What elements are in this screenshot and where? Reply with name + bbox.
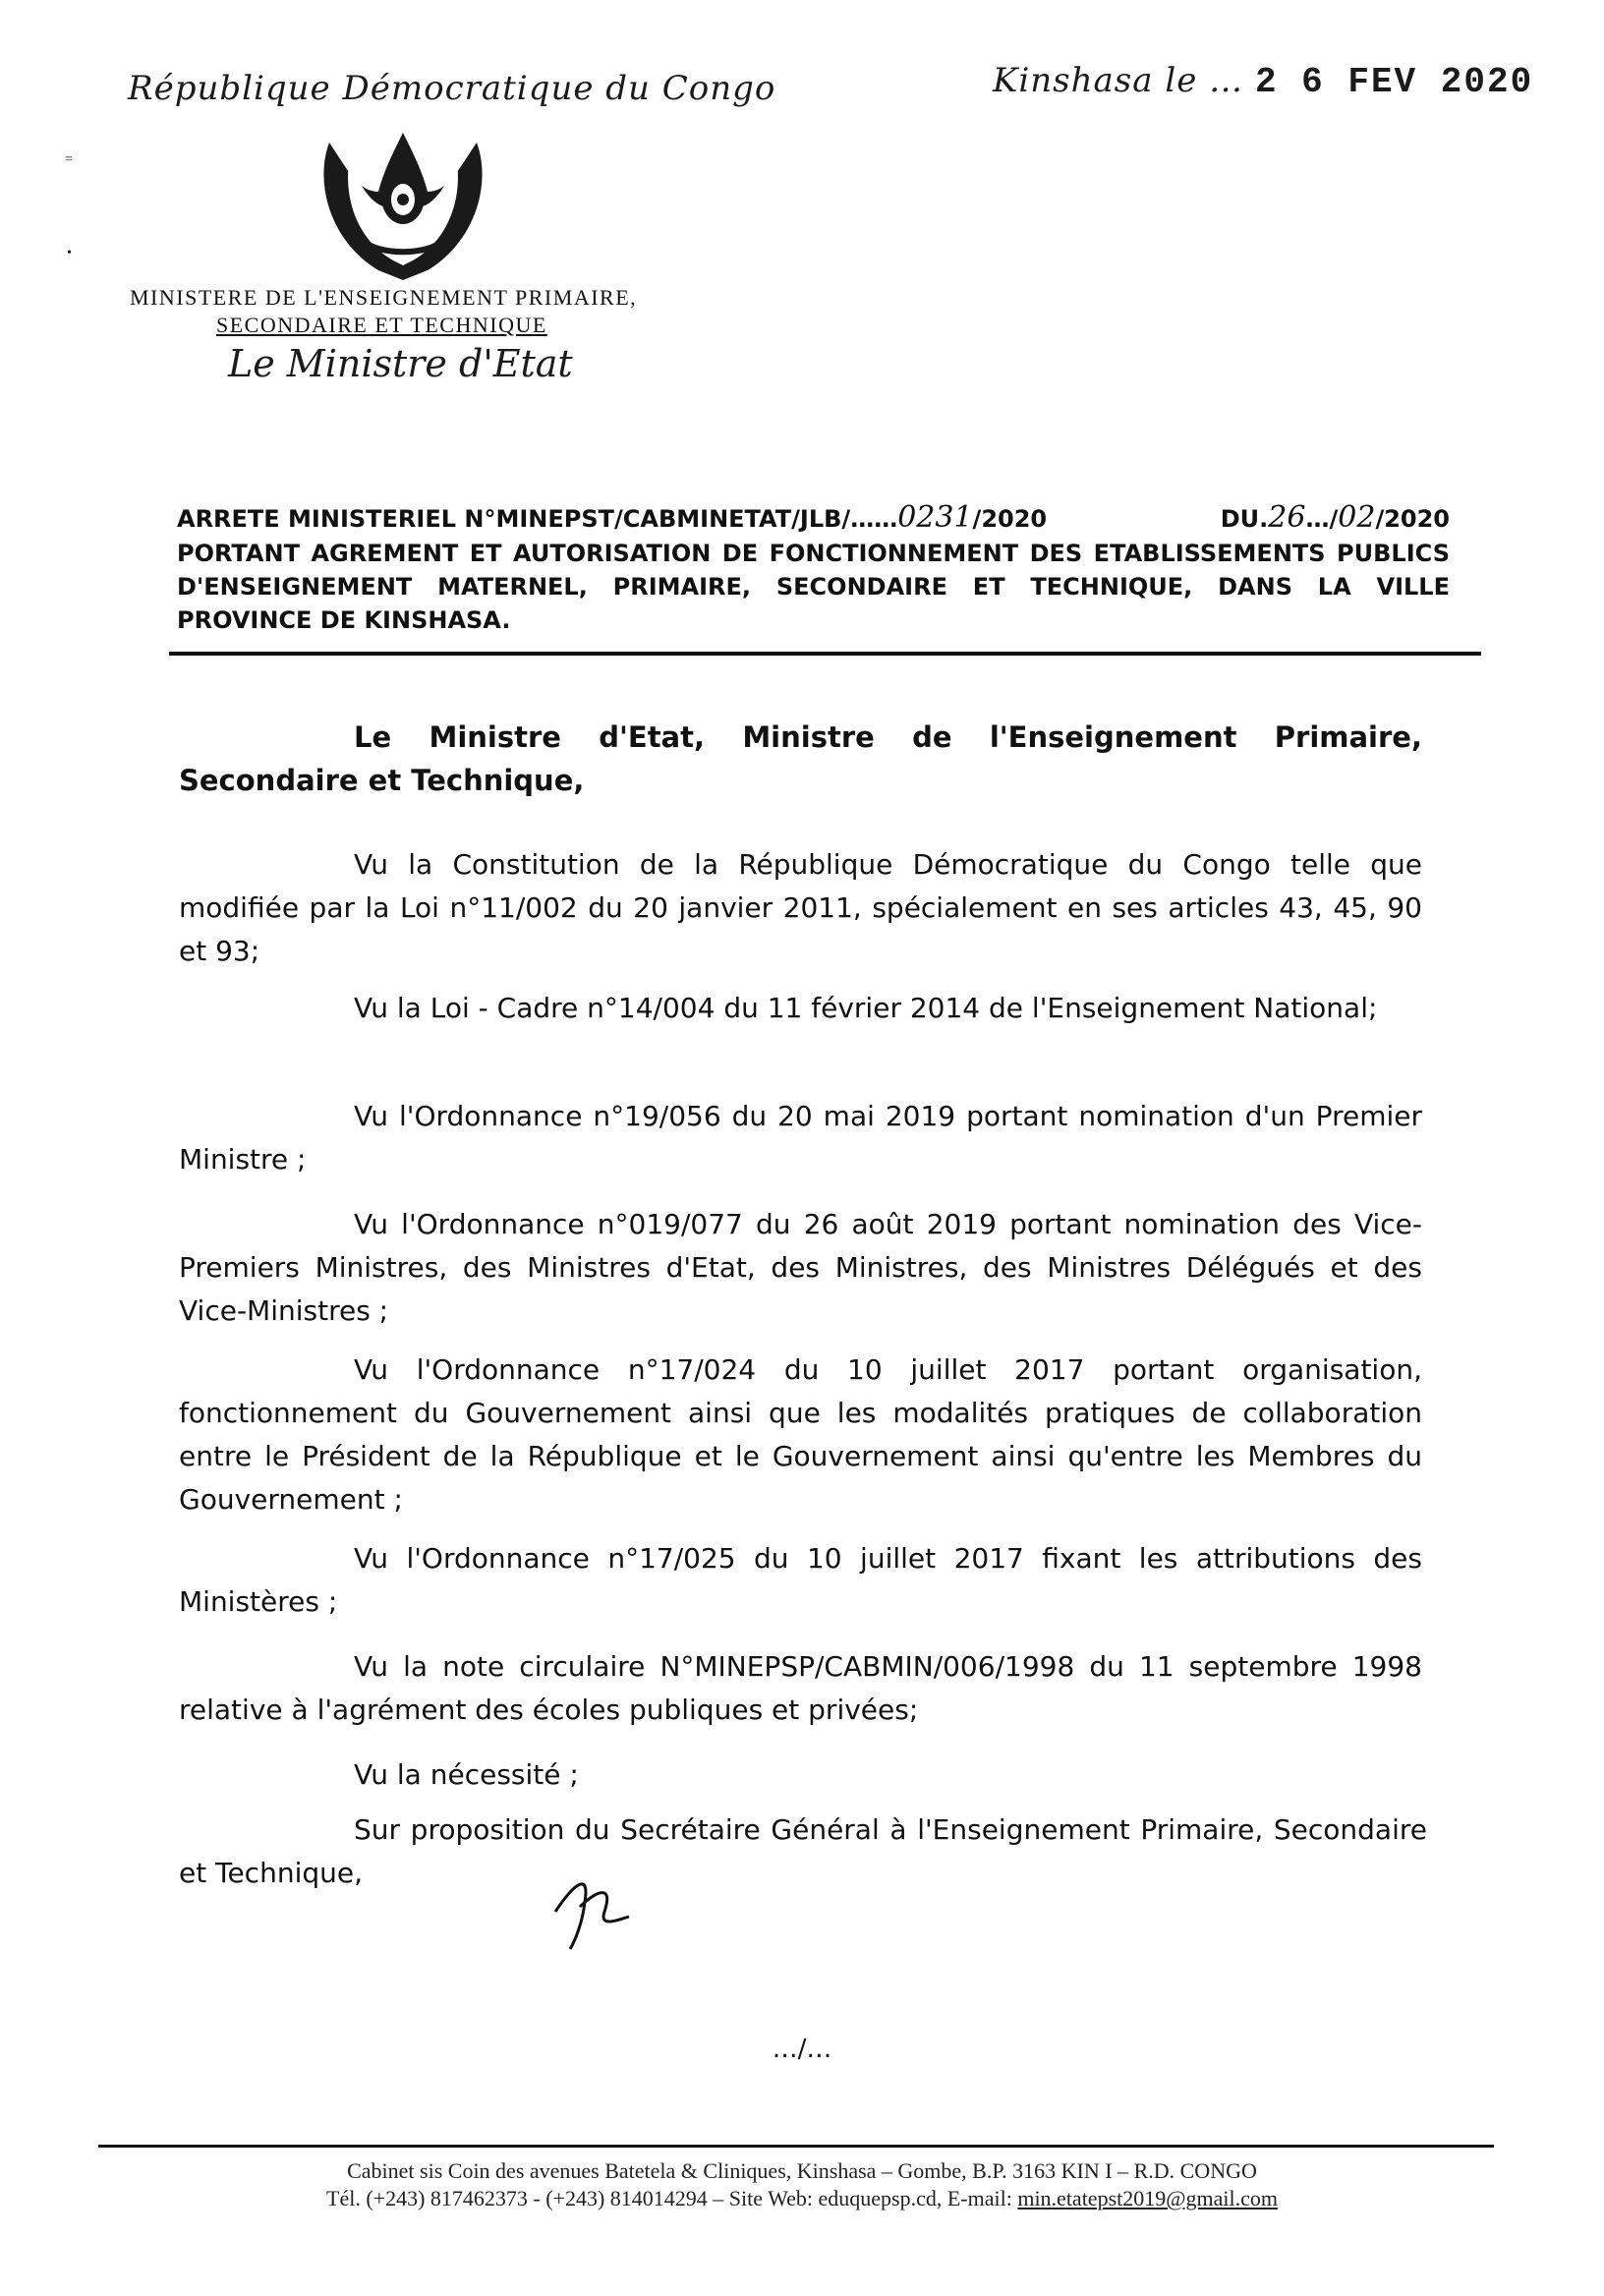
coat-of-arms-icon <box>310 123 496 285</box>
consideration-item: Sur proposition du Secrétaire Général à l'Enseignement Primaire, Secondaire et Technique, <box>179 1813 1427 1889</box>
consideration-item: Vu l'Ordonnance n°17/025 du 10 juillet 2017 fixant les attributions des Ministères ; <box>179 1542 1422 1618</box>
footer-divider <box>98 2145 1494 2148</box>
ministry-name-continued: SECONDAIRE ET TECHNIQUE <box>216 313 547 337</box>
signature-initials-icon <box>545 1863 634 1951</box>
place-date-prefix: Kinshasa le <box>993 61 1198 100</box>
consideration-item: Vu la nécessité ; <box>354 1758 579 1791</box>
republic-heading: République Démocratique du Congo <box>128 69 776 108</box>
scan-mark: • <box>67 246 72 260</box>
consideration-item: Vu l'Ordonnance n°019/077 du 26 août 2019 portant nomination des Vice-Premiers Ministres, des Ministres d'Etat, des Ministres, des Ministres Délégués et des Vice-Ministres ; <box>179 1208 1422 1327</box>
footer-address: Cabinet sis Coin des avenues Batetela & Cliniques, Kinshasa – Gombe, B.P. 3163 KIN I – R.D. CONGO <box>347 2158 1257 2183</box>
place-date: Kinshasa le … 2 6 FEV 2020 <box>993 61 1534 102</box>
continued-marker: …/… <box>772 2035 832 2064</box>
decree-number-line <box>177 501 1450 536</box>
preamble: Le Ministre d'Etat, Ministre de l'Enseignement Primaire, Secondaire et Technique, <box>179 720 1422 797</box>
footer-contact: Tél. (+243) 817462373 - (+243) 814014294 – Site Web: eduquepsp.cd, E-mail: min.etatepst2019@gmail.com <box>326 2186 1278 2210</box>
ministry-name: MINISTERE DE L'ENSEIGNEMENT PRIMAIRE, <box>130 285 638 310</box>
footer-email[interactable]: min.etatepst2019@gmail.com <box>1017 2186 1278 2210</box>
consideration-item: Vu la Loi - Cadre n°14/004 du 11 février 2014 de l'Enseignement National; <box>354 992 1378 1024</box>
scan-mark: = <box>65 152 73 167</box>
consideration-item: Vu l'Ordonnance n°17/024 du 10 juillet 2017 portant organisation, fonctionnement du Gouvernement ainsi que les modalités pratiques de collaboration entre le Président de la République et le Gouvernement ainsi qu'entre les Membres du Gouvernement ; <box>179 1353 1422 1516</box>
minister-title: Le Ministre d'Etat <box>228 342 573 385</box>
consideration-item: Vu la note circulaire N°MINEPSP/CABMIN/006/1998 du 11 septembre 1998 relative à l'agrément des écoles publiques et privées; <box>179 1650 1422 1726</box>
decree-title: PORTANT AGREMENT ET AUTORISATION DE FONCTIONNEMENT DES ETABLISSEMENTS PUBLICS D'ENSEIGNEMENT MATERNEL, PRIMAIRE, SECONDAIRE ET TECHNIQUE, DANS LA VILLE PROVINCE DE KINSHASA. <box>177 540 1450 634</box>
handwritten-month: 02 <box>1338 500 1376 535</box>
handwritten-number: 0231 <box>897 500 973 535</box>
date-stamp: 2 6 FEV 2020 <box>1254 62 1534 102</box>
decree-date: DU.26…/02/2020 <box>1220 500 1450 535</box>
handwritten-day: 26 <box>1268 500 1306 535</box>
divider <box>169 652 1481 656</box>
consideration-item: Vu l'Ordonnance n°19/056 du 20 mai 2019 portant nomination d'un Premier Ministre ; <box>179 1100 1422 1176</box>
consideration-item: Vu la Constitution de la République Démocratique du Congo telle que modifiée par la Loi n°11/002 du 20 janvier 2011, spécialement en ses articles 43, 45, 90 et 93; <box>179 848 1422 967</box>
decree-number: ARRETE MINISTERIEL N°MINEPST/CABMINETAT/JLB/……0231/2020 <box>177 500 1048 535</box>
